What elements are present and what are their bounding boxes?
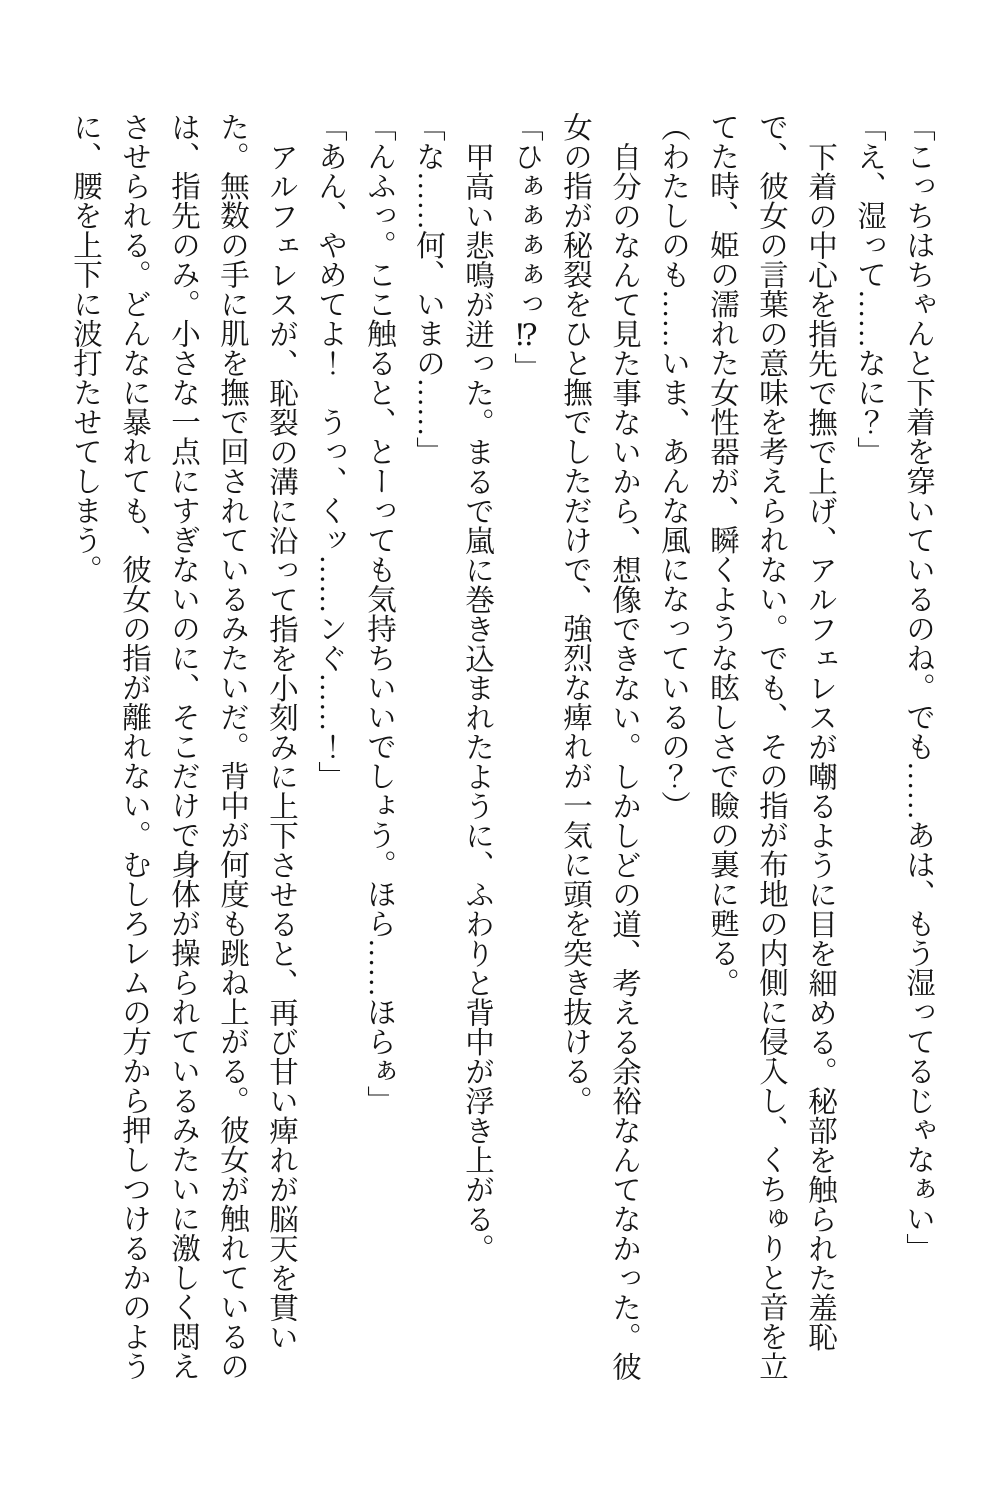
paragraph-dialogue: 「ひぁぁぁぁっ⁉」 — [510, 112, 542, 382]
paragraph-narration: アルフェレスが、恥裂の溝に沿って指を小刻みに上下させると、再び甘い痺れが脳天を貫いた。無数の手に肌を撫で回されているみたいだ。背中が何度も跳ね上がる。彼女が触れているのは、指先のみ。小さな一点にすぎないのに、そこだけで身体が操られているみたいに激しく悶えさせられる。どんなに暴れても、彼女の指が離れない。むしろレムの方から押しつけるかのように、腰を上下に波打たせてしまう。 — [69, 112, 297, 1381]
paragraph-dialogue: 「こっちはちゃんと下着を穿いているのね。でも……あは、もう湿ってるじゃなぁい」 — [902, 112, 934, 1263]
paragraph-dialogue: 「な……何、いまの……」 — [412, 112, 444, 466]
paragraph-dialogue: 「んふっ。ここ触ると、とーっても気持ちいいでしょう。ほら……ほらぁ」 — [363, 112, 395, 1115]
paragraph-narration: 甲高い悲鳴が迸った。まるで嵐に巻き込まれたように、ふわりと背中が浮き上がる。 — [461, 141, 493, 1263]
paragraph-dialogue: 「え、湿って……なに？」 — [853, 112, 885, 466]
vertical-text-block — [60, 112, 942, 1381]
paragraph-narration: 下着の中心を指先で撫で上げ、アルフェレスが嘲るように目を細める。秘部を触られた羞恥で、彼女の言葉の意味を考えられない。でも、その指が布地の内側に侵入し、くちゅりと音を立てた時、姫の濡れた女性器が、瞬くような眩しさで瞼の裏に甦る。 — [706, 112, 836, 1381]
paragraph-narration: 自分のなんて見た事ないから、想像できない。しかしどの道、考える余裕なんてなかった。彼女の指が秘裂をひと撫でしただけで、強烈な痺れが一気に頭を突き抜ける。 — [559, 112, 640, 1381]
paragraph-thought: （わたしのも……いま、あんな風になっているの？） — [657, 112, 689, 820]
paragraph-dialogue: 「あん、やめてよ！ うっ、くッ……ンぐ……！」 — [314, 112, 346, 791]
